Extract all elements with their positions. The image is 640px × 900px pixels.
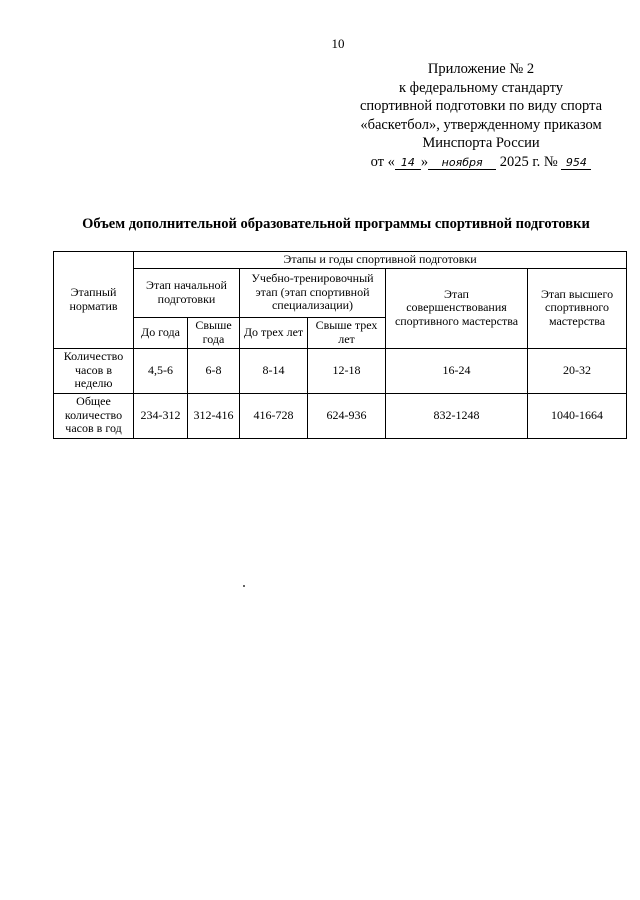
table-cell: 8-14	[240, 348, 308, 393]
norms-table	[53, 251, 627, 439]
stage-higher-header: Этап высшего спортивного мастерства	[528, 268, 627, 348]
sub-initial-2: Свыше года	[188, 317, 240, 348]
order-number-handwritten: 954	[561, 157, 591, 170]
appendix-line-2: к федеральному стандарту	[399, 79, 563, 96]
appendix-line-1: Приложение № 2	[427, 61, 535, 77]
appendix-header	[340, 60, 622, 171]
table-cell: 624-936	[308, 393, 386, 438]
scan-speck	[243, 585, 245, 587]
stage-improvement-header: Этап совершенствования спортивного мастерства	[386, 268, 528, 348]
group-header-cell: Этапы и годы спортивной подготовки	[134, 252, 627, 269]
table-cell: 234-312	[134, 393, 188, 438]
date-month-handwritten: ноября	[428, 157, 496, 170]
stage-initial-header: Этап начальной подготовки	[134, 268, 240, 317]
sub-initial-1: До года	[134, 317, 188, 348]
date-mid: »	[420, 153, 429, 170]
row-header-cell: Этапный норматив	[54, 252, 134, 349]
table-cell: 16-24	[386, 348, 528, 393]
order-date-line	[340, 153, 622, 172]
row-label: Общее количество часов в год	[54, 393, 134, 438]
sub-training-1: До трех лет	[240, 317, 308, 348]
date-day-handwritten: 14	[395, 157, 421, 170]
table-cell: 312-416	[188, 393, 240, 438]
document-title: Объем дополнительной образовательной программы спортивной подготовки	[82, 216, 590, 232]
page-number: 10	[331, 36, 345, 51]
appendix-line-5: Минспорта России	[422, 135, 540, 151]
date-prefix: от «	[370, 153, 395, 170]
table-row	[54, 393, 627, 438]
table-cell: 1040-1664	[528, 393, 627, 438]
table-cell: 832-1248	[386, 393, 528, 438]
table-cell: 20-32	[528, 348, 627, 393]
table-cell: 416-728	[240, 393, 308, 438]
date-year: 2025 г. №	[499, 153, 558, 170]
stage-training-header: Учебно-тренировочный этап (этап спортивной специализации)	[240, 268, 386, 317]
table-row	[54, 348, 627, 393]
appendix-line-4: «баскетбол», утвержденному приказом	[360, 116, 602, 133]
table-cell: 12-18	[308, 348, 386, 393]
table-header-row-1	[54, 252, 627, 269]
table-header-row-2	[54, 268, 627, 317]
table-cell: 6-8	[188, 348, 240, 393]
table-cell: 4,5-6	[134, 348, 188, 393]
appendix-line-3: спортивной подготовки по виду спорта	[359, 98, 603, 114]
row-label: Количество часов в неделю	[54, 348, 134, 393]
sub-training-2: Свыше трех лет	[308, 317, 386, 348]
